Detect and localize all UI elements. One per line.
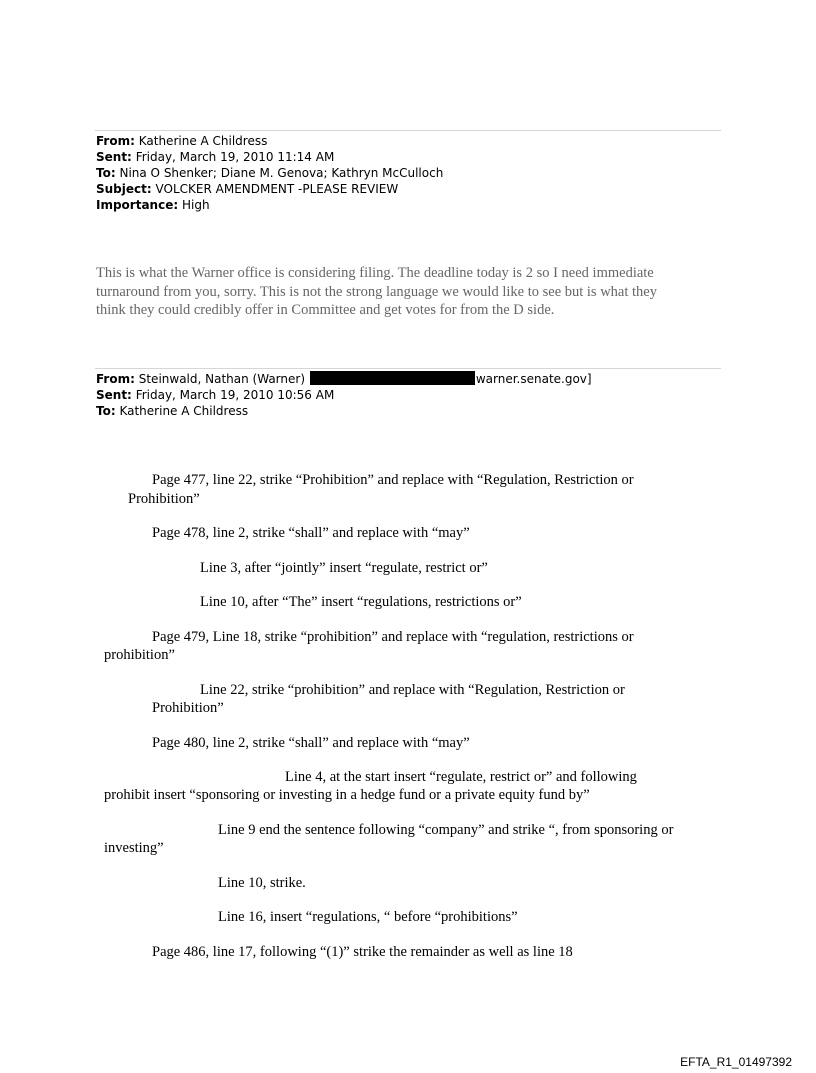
to-value: Nina O Shenker; Diane M. Genova; Kathryn McCulloch (119, 166, 444, 180)
amendment-8-line-2: prohibit insert “sponsoring or investing in a hedge fund or a private equity fund by” (104, 787, 590, 803)
amendment-5-line-1: Page 479, Line 18, strike “prohibition” and replace with “regulation, restrictions or (152, 629, 634, 645)
email-header-1 (96, 133, 736, 213)
amendment-12: Page 486, line 17, following “(1)” strike the remainder as well as line 18 (152, 944, 573, 960)
amendment-7: Page 480, line 2, strike “shall” and replace with “may” (152, 735, 470, 751)
email-header-2 (96, 371, 736, 419)
subject-row: Subject: VOLCKER AMENDMENT -PLEASE REVIEW (96, 182, 399, 196)
importance-value: High (181, 198, 210, 212)
from-value-2: Steinwald, Nathan (Warner) (138, 372, 305, 386)
redaction-bar (310, 371, 475, 385)
amendment-9-line-1: Line 9 end the sentence following “company” and strike “, from sponsoring or (218, 822, 674, 838)
importance-row: Importance: High (96, 198, 210, 212)
sent-value: Friday, March 19, 2010 11:14 AM (135, 150, 335, 164)
amendment-2: Page 478, line 2, strike “shall” and replace with “may” (152, 525, 470, 541)
from-row-2: From: Steinwald, Nathan (Warner) warner.senate.gov] (96, 372, 592, 386)
amendment-3: Line 3, after “jointly” insert “regulate, restrict or” (200, 560, 488, 576)
from-value: Katherine A Childress (138, 134, 268, 148)
header-divider-2 (95, 368, 721, 369)
amendment-1-line-1: Page 477, line 22, strike “Prohibition” and replace with “Regulation, Restriction or (152, 472, 634, 488)
to-value-2: Katherine A Childress (119, 404, 249, 418)
amendment-10: Line 10, strike. (218, 875, 306, 891)
document-id-footer: EFTA_R1_01497392 (680, 1055, 792, 1069)
subject-value: VOLCKER AMENDMENT -PLEASE REVIEW (155, 182, 399, 196)
amendment-8-line-1: Line 4, at the start insert “regulate, restrict or” and following (285, 769, 637, 785)
sent-row-2: Sent: Friday, March 19, 2010 10:56 AM (96, 388, 335, 402)
amendment-1-line-2: Prohibition” (128, 491, 200, 507)
to-row: To: Nina O Shenker; Diane M. Genova; Kathryn McCulloch (96, 166, 444, 180)
amendment-5-line-2: prohibition” (104, 647, 175, 663)
header-divider (95, 130, 721, 131)
amendment-4: Line 10, after “The” insert “regulations, restrictions or” (200, 594, 522, 610)
amendment-6-line-2: Prohibition” (152, 700, 224, 716)
to-row-2: To: Katherine A Childress (96, 404, 249, 418)
message-body: This is what the Warner office is considering filing. The deadline today is 2 so I need immediate turnaround from you, sorry. This is not the strong language we would like to see but is what they think they could credibly offer in Committee and get votes for from the D side. (96, 265, 657, 318)
sent-value-2: Friday, March 19, 2010 10:56 AM (135, 388, 335, 402)
sent-row: Sent: Friday, March 19, 2010 11:14 AM (96, 150, 335, 164)
amendment-6-line-1: Line 22, strike “prohibition” and replace with “Regulation, Restriction or (200, 682, 625, 698)
from-row: From: Katherine A Childress (96, 134, 268, 148)
amendment-9-line-2: investing” (104, 840, 164, 856)
amendment-11: Line 16, insert “regulations, “ before “prohibitions” (218, 909, 518, 925)
from-email-tail: warner.senate.gov] (475, 372, 592, 386)
